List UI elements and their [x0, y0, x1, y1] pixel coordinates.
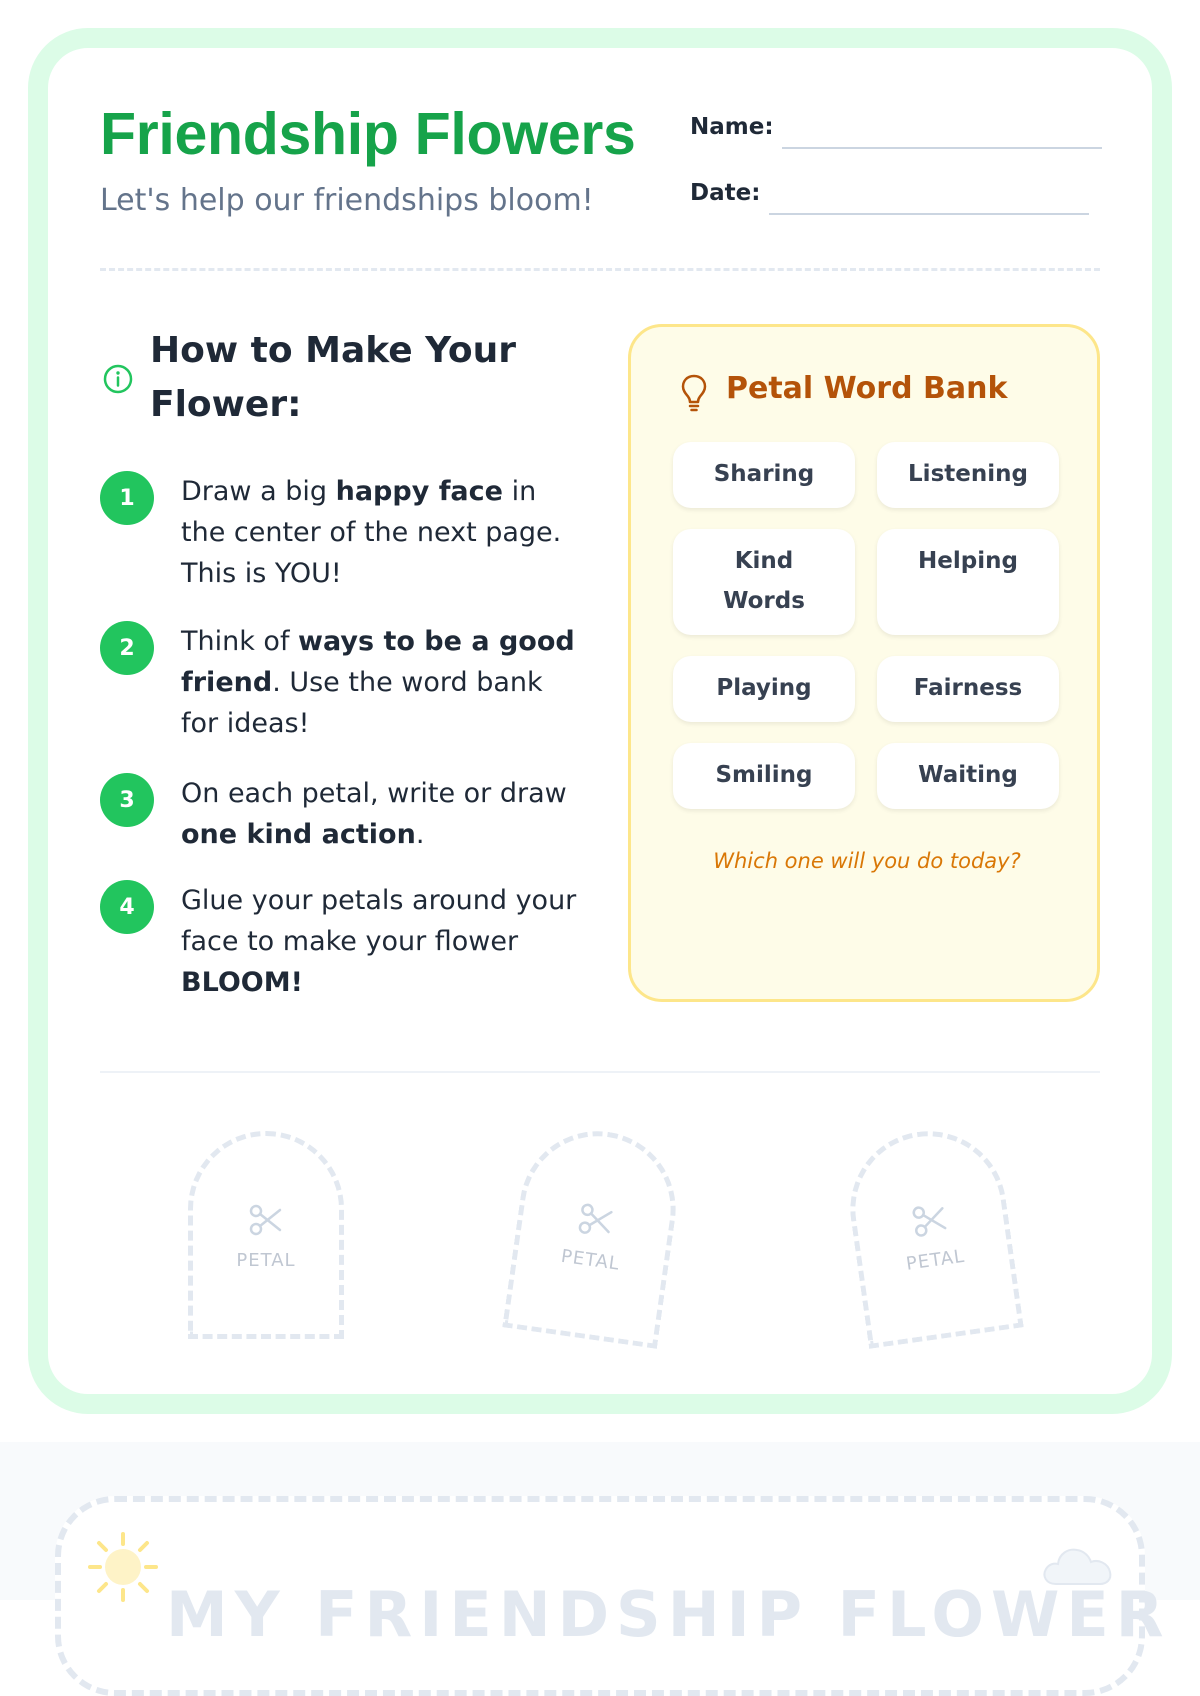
step-2-text: Think of ways to be a good friend. Use the word bank for ideas! [181, 626, 575, 739]
word-chip: Listening [877, 442, 1059, 508]
petal-cutout [188, 1131, 344, 1339]
section-divider [100, 1071, 1100, 1073]
petal-label: PETAL [236, 1250, 296, 1271]
date-field[interactable] [769, 213, 1089, 215]
page-title: Friendship Flowers [100, 101, 636, 167]
next-page-title: MY FRIENDSHIP FLOWER [166, 1578, 1171, 1651]
word-chip: Waiting [877, 743, 1059, 809]
step-number-2: 2 [100, 621, 154, 675]
step-number-3: 3 [100, 773, 154, 827]
step-3-text: On each petal, write or draw one kind action. [181, 778, 567, 850]
scissors-icon [573, 1198, 618, 1243]
header-divider [100, 268, 1100, 271]
sun-icon [88, 1532, 158, 1602]
word-bank-panel [628, 324, 1100, 1002]
step-number-1: 1 [100, 471, 154, 525]
scissors-icon [907, 1198, 952, 1243]
step-4-text: Glue your petals around your face to make your flower BLOOM! [181, 885, 577, 998]
word-chip: Sharing [673, 442, 855, 508]
info-icon [102, 363, 134, 395]
petal-label: PETAL [559, 1245, 622, 1275]
instructions-title: How to Make Your Flower: [150, 330, 517, 425]
scissors-icon [246, 1200, 286, 1240]
page-subtitle: Let's help our friendships bloom! [100, 183, 594, 218]
petal-label: PETAL [904, 1245, 967, 1275]
name-field[interactable] [782, 147, 1102, 149]
word-bank-footer: Which one will you do today? [713, 849, 1021, 873]
name-label: Name: [690, 114, 774, 140]
word-chip: Playing [673, 656, 855, 722]
lightbulb-icon [679, 373, 709, 413]
word-chip: Helping [877, 529, 1059, 635]
date-label: Date: [690, 180, 761, 206]
step-1-text: Draw a big happy face in the center of the next page. This is YOU! [181, 476, 562, 589]
word-chip: Fairness [877, 656, 1059, 722]
step-number-4: 4 [100, 880, 154, 934]
word-chip: Smiling [673, 743, 855, 809]
word-chip: Kind Words [673, 529, 855, 635]
word-bank-title: Petal Word Bank [726, 371, 1008, 406]
